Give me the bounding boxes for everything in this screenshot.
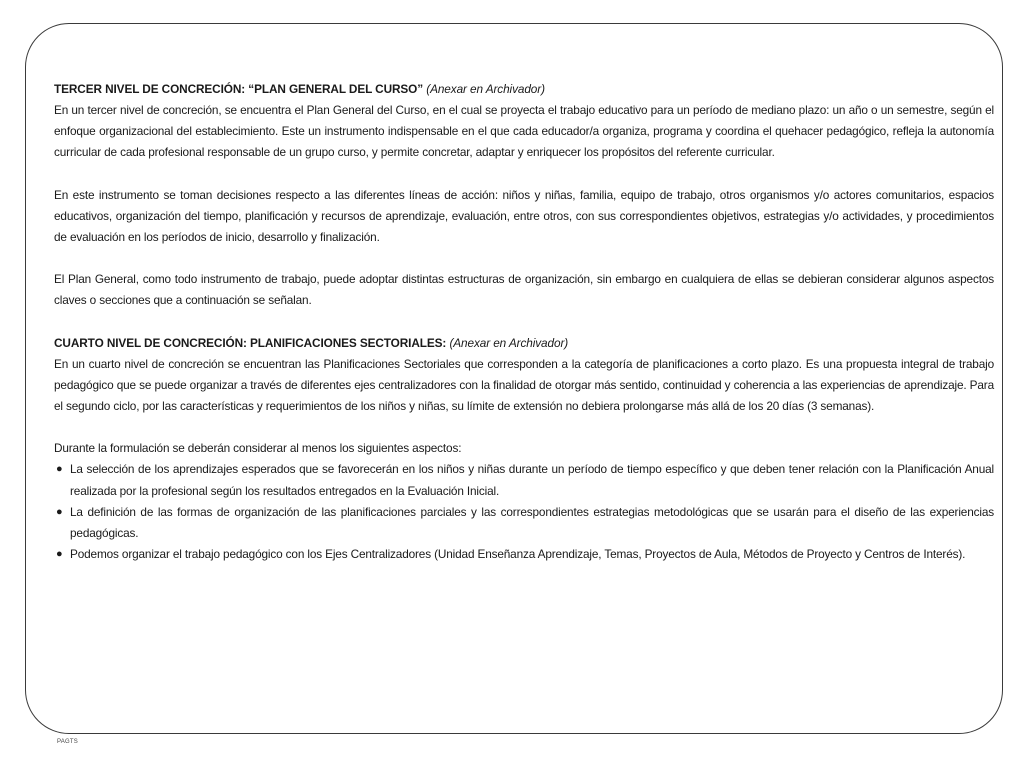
bullet-icon: ● (56, 463, 63, 476)
bullet-icon: ● (56, 548, 63, 561)
section-title-text: CUARTO NIVEL DE CONCRECIÓN: PLANIFICACIONES SECTORIALES: (54, 335, 447, 350)
page-frame (25, 23, 1003, 734)
section-note: (Anexar en Archivador) (449, 335, 569, 350)
section-note: (Anexar en Archivador) (426, 82, 545, 96)
aspects-list (54, 459, 994, 565)
list-item (54, 459, 994, 501)
bullet-icon: ● (56, 505, 63, 518)
list-item (54, 544, 994, 565)
footer-mark: PAGTS (57, 739, 78, 745)
list-item-text: Podemos organizar el trabajo pedagógico con los Ejes Centralizadores (Unidad Enseñanza Aprendizaje, Temas, Proyectos de Aula, Métodos de Proyecto y Centros de Interés). (70, 547, 966, 562)
paragraph: El Plan General, como todo instrumento de trabajo, puede adoptar distintas estructuras de organización, sin embargo en cualquiera de ellas se debieran considerar algunos aspectos claves o secciones que a continuación se señalan. (54, 272, 994, 308)
section-title-text: TERCER NIVEL DE CONCRECIÓN: “PLAN GENERAL DEL CURSO” (54, 82, 424, 96)
paragraph: En un tercer nivel de concreción, se encuentra el Plan General del Curso, en el cual se proyecta el trabajo educativo para un período de mediano plazo: un año o un semestre, según el enfoque organizacional del establecimiento. Este un instrumento indispensable en el que cada educador/a organiza, programa y coordina el quehacer pedagógico, refleja la autonomía curricular de cada profesional responsable de un grupo curso, y permite concretar, adaptar y enriquecer los propósitos del referente curricular. (54, 103, 994, 160)
paragraph: Durante la formulación se deberán considerar al menos los siguientes aspectos: (54, 441, 462, 456)
section-title-cuarto-nivel (54, 333, 994, 354)
list-item (54, 502, 994, 544)
paragraph: En un cuarto nivel de concreción se encuentran las Planificaciones Sectoriales que corresponden a la categoría de planificaciones a corto plazo. Es una propuesta integral de trabajo pedagógico que se puede organizar a través de diferentes ejes centralizadores con la finalidad de otorgar más sentido, continuidad y coherencia a las experiencias de aprendizaje. Para el segundo ciclo, por las características y requerimientos de los niños y niñas, su límite de extensión no debiera prolongarse más allá de los 20 días (3 semanas). (54, 356, 994, 414)
document-content (54, 79, 994, 565)
section-title-tercer-nivel (54, 79, 994, 100)
list-item-text: La selección de los aprendizajes esperados que se favorecerán en los niños y niñas durante un período de tiempo específico y que deben tener relación con la Planificación Anual realizada por la profesional según los resultados entregados en la Evaluación Inicial. (70, 462, 994, 498)
list-item-text: La definición de las formas de organización de las planificaciones parciales y las correspondientes estrategias metodológicas que se usarán para el diseño de las experiencias pedagógicas. (70, 504, 994, 541)
paragraph: En este instrumento se toman decisiones respecto a las diferentes líneas de acción: niños y niñas, familia, equipo de trabajo, otros organismos y/o actores comunitarios, espacios educativos, organización del tiempo, planificación y recursos de aprendizaje, evaluación, entre otros, con sus correspondientes objetivos, estrategias y/o actividades, y procedimientos de evaluación en los períodos de inicio, desarrollo y finalización. (54, 187, 994, 245)
